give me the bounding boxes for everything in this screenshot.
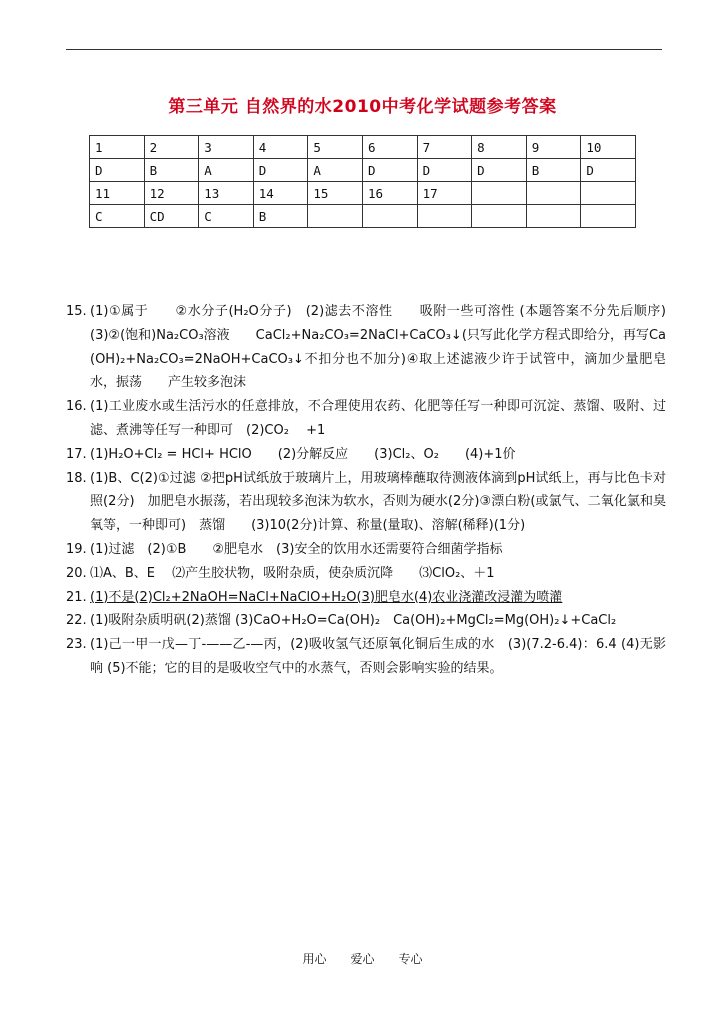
table-cell: 1 [90, 136, 145, 159]
answer-number: 21. [66, 589, 87, 605]
table-cell [472, 205, 527, 228]
answer-item [66, 633, 666, 681]
table-cell: D [472, 159, 527, 182]
table-cell [526, 205, 581, 228]
answer-text: (1)B、C(2)①过滤 ②把pH试纸放于玻璃片上，用玻璃棒蘸取待测液体滴到pH试纸上，再与比色卡对照(2分) 加肥皂水振荡，若出现较多泡沫为软水，否则为硬水(2分)③漂白粉(或氯气、二氧化氯和臭氧等，一种即可) 蒸馏 (3)10(2分)计算、称量(量取)、溶解(稀释)(1分) [90, 470, 666, 534]
table-cell [581, 205, 636, 228]
table-cell: 16 [362, 182, 417, 205]
table-cell: 12 [144, 182, 199, 205]
answer-item [66, 395, 666, 443]
table-cell [581, 182, 636, 205]
table-cell: C [90, 205, 145, 228]
table-cell: 11 [90, 182, 145, 205]
table-cell: D [90, 159, 145, 182]
answer-item [66, 467, 666, 538]
table-row [90, 136, 636, 159]
table-cell: 8 [472, 136, 527, 159]
table-cell: 14 [253, 182, 308, 205]
table-cell: B [253, 205, 308, 228]
answer-number: 17. [66, 446, 87, 462]
answer-number: 19. [66, 541, 87, 557]
answer-item [66, 300, 693, 395]
table-row [90, 182, 636, 205]
table-cell: 9 [526, 136, 581, 159]
table-cell: D [253, 159, 308, 182]
answer-text: (1)工业废水或生活污水的任意排放，不合理使用农药、化肥等任写一种即可沉淀、蒸馏、吸附、过滤、煮沸等任写一种即可 (2)CO₂ +1 [90, 399, 666, 438]
answer-table [89, 135, 636, 228]
answer-number: 15. [66, 304, 87, 319]
table-cell: 15 [308, 182, 363, 205]
table-cell: 2 [144, 136, 199, 159]
answer-item [66, 538, 666, 562]
table-cell: C [199, 205, 254, 228]
table-cell [362, 205, 417, 228]
table-cell [417, 205, 472, 228]
answer-number: 23. [66, 637, 87, 653]
answer-item [66, 586, 666, 610]
table-cell: 3 [199, 136, 254, 159]
table-row [90, 205, 636, 228]
answer-text: (1)己一甲一戊—丁-——乙-—丙，(2)吸收氢气还原氧化铜后生成的水 (3)(7.2-6.4)：6.4 (4)无影响 (5)不能；它的目的是吸收空气中的水蒸气，否则会影响实验的结果。 [90, 637, 666, 676]
page-title: 第三单元 自然界的水2010中考化学试题参考答案 [168, 97, 557, 117]
answer-item [66, 609, 666, 633]
page-footer: 用心 爱心 专心 [302, 952, 423, 966]
table-row [90, 159, 636, 182]
table-cell: A [308, 159, 363, 182]
answer-item [66, 443, 666, 467]
table-cell [308, 205, 363, 228]
table-cell: D [417, 159, 472, 182]
table-cell: B [144, 159, 199, 182]
table-cell: D [362, 159, 417, 182]
table-cell: 5 [308, 136, 363, 159]
answer-text: (1)H₂O+Cl₂ = HCl+ HClO (2)分解反应 (3)Cl₂、O₂ (4)+1价 [90, 446, 516, 462]
table-cell: 7 [417, 136, 472, 159]
header-rule [66, 49, 662, 50]
answer-text: (1)吸附杂质明矾(2)蒸馏 (3)CaO+H₂O=Ca(OH)₂ Ca(OH)₂+MgCl₂=Mg(OH)₂↓+CaCl₂ [90, 613, 617, 629]
table-cell: 10 [581, 136, 636, 159]
answer-number: 22. [66, 613, 87, 629]
answer-text: (1)①属于 ②水分子(H₂O分子) (2)滤去不溶性 吸附一些可溶性 (本题答案不分先后顺序) (3)②(饱和)Na₂CO₃溶液 CaCl₂+Na₂CO₃=2NaCl+CaCO₃↓(只写此化学方程式即给分，再写Ca(OH)₂+Na₂CO₃=2NaOH+CaCO₃↓不扣分也不加分)④取上述滤液少许于试管中，滴加少量肥皂水，振荡 产生较多泡沫 [90, 304, 693, 391]
answer-text: (1)不是(2)Cl₂+2NaOH=NaCl+NaClO+H₂O(3)肥皂水(4)农业浇灌改浸灌为喷灌 [90, 589, 563, 605]
table-cell: 17 [417, 182, 472, 205]
answer-text: ⑴A、B、E ⑵产生胶状物，吸附杂质，使杂质沉降 ⑶ClO₂、＋1 [90, 565, 495, 581]
table-cell: CD [144, 205, 199, 228]
table-cell [526, 182, 581, 205]
answer-number: 18. [66, 470, 87, 486]
answer-text: (1)过滤 (2)①B ②肥皂水 (3)安全的饮用水还需要符合细菌学指标 [90, 541, 503, 557]
answers-section [66, 300, 693, 681]
table-cell: D [581, 159, 636, 182]
answer-number: 20. [66, 565, 87, 581]
table-cell: A [199, 159, 254, 182]
table-cell: 6 [362, 136, 417, 159]
answer-item [66, 562, 666, 586]
table-cell: 4 [253, 136, 308, 159]
table-cell: B [526, 159, 581, 182]
table-cell [472, 182, 527, 205]
table-cell: 13 [199, 182, 254, 205]
answer-number: 16. [66, 399, 87, 415]
